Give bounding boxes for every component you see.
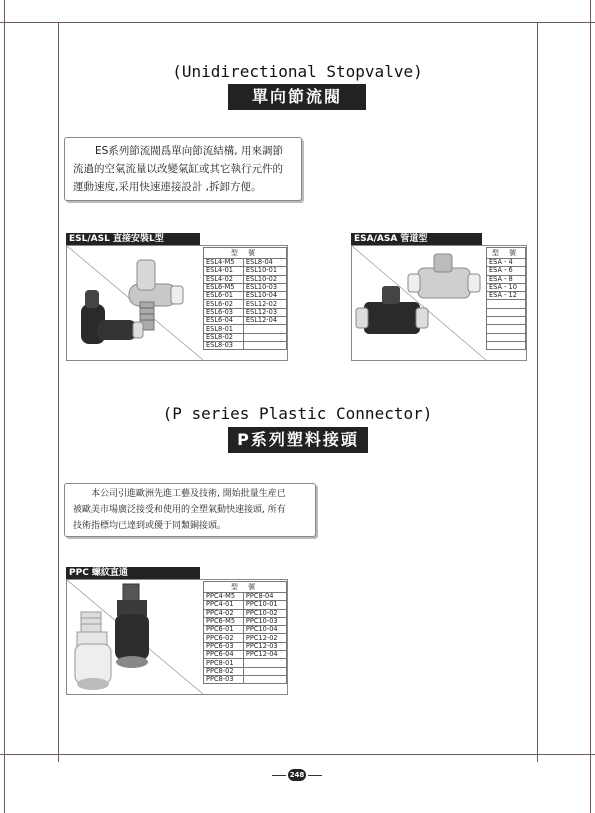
intro-description bbox=[64, 137, 302, 201]
p-series-line: 技術指標均已達到或優于同類銅接頭。 bbox=[73, 521, 227, 531]
esa-section-label: ESA/ASA 管道型 bbox=[351, 233, 482, 245]
model-cell: ESL12-02 bbox=[243, 300, 286, 308]
model-cell bbox=[487, 325, 526, 333]
bottom-border-line bbox=[0, 754, 595, 755]
top-border-line bbox=[0, 22, 595, 23]
model-cell: ESL6-01 bbox=[204, 292, 244, 300]
table-header: 型 號 bbox=[204, 582, 287, 593]
model-cell: ESL8-03 bbox=[204, 341, 244, 349]
model-cell: PPC8-03 bbox=[204, 675, 244, 683]
model-cell: PPC6-02 bbox=[204, 634, 244, 642]
model-cell: ESL10-01 bbox=[243, 267, 286, 275]
table-row bbox=[204, 292, 287, 300]
model-cell: ESL6-03 bbox=[204, 308, 244, 316]
model-cell: ESL8-04 bbox=[243, 259, 286, 267]
p-series-line: 被歐美市場廣泛接受和使用的全塑氣動快速接頭, 所有 bbox=[73, 505, 286, 515]
model-cell: PPC6-03 bbox=[204, 642, 244, 650]
intro-line: 運動速度,采用快速連接設計 ,拆卸方便。 bbox=[73, 181, 262, 193]
esa-panel bbox=[351, 245, 527, 361]
table-row bbox=[204, 659, 287, 667]
esl-model-table bbox=[203, 247, 287, 350]
section-title-en: (Unidirectional Stopvalve) bbox=[172, 62, 423, 81]
esl-product-image bbox=[67, 246, 203, 360]
model-cell: ESL4-M5 bbox=[204, 259, 244, 267]
model-cell: PPC10-04 bbox=[243, 626, 286, 634]
table-row bbox=[487, 267, 526, 275]
model-cell: PPC6-04 bbox=[204, 651, 244, 659]
table-row bbox=[487, 308, 526, 316]
model-cell bbox=[243, 675, 286, 683]
table-row bbox=[204, 675, 287, 683]
right-border-line bbox=[537, 22, 538, 762]
model-cell: PPC12-03 bbox=[243, 642, 286, 650]
model-cell bbox=[487, 333, 526, 341]
model-cell: PPC4-01 bbox=[204, 601, 244, 609]
model-cell bbox=[243, 659, 286, 667]
model-cell: ESL6-M5 bbox=[204, 283, 244, 291]
intro-line: 流過的空氣流量以改變氣缸或其它執行元件的 bbox=[73, 163, 283, 175]
model-cell bbox=[487, 300, 526, 308]
model-cell: ESA - 4 bbox=[487, 259, 526, 267]
p-series-title-zh: P系列塑料接頭 bbox=[228, 427, 368, 453]
table-header: 型 號 bbox=[204, 248, 287, 259]
model-cell: PPC10-03 bbox=[243, 617, 286, 625]
section-title-zh: 單向節流閥 bbox=[228, 84, 366, 110]
footer-line-left bbox=[272, 775, 286, 776]
ppc-section-label: PPC 螺紋直通 bbox=[66, 567, 200, 579]
table-row bbox=[487, 300, 526, 308]
model-cell: PPC8-02 bbox=[204, 667, 244, 675]
model-cell bbox=[243, 667, 286, 675]
table-row bbox=[204, 267, 287, 275]
table-row bbox=[487, 317, 526, 325]
model-cell: PPC10-02 bbox=[243, 609, 286, 617]
table-row bbox=[204, 626, 287, 634]
table-row bbox=[204, 317, 287, 325]
model-cell: ESL8-01 bbox=[204, 325, 244, 333]
model-cell: ESL10-04 bbox=[243, 292, 286, 300]
model-cell: PPC12-02 bbox=[243, 634, 286, 642]
ppc-panel bbox=[66, 579, 288, 695]
p-series-description bbox=[64, 483, 316, 537]
ppc-product-image bbox=[67, 580, 203, 694]
model-cell: PPC12-04 bbox=[243, 651, 286, 659]
model-cell: ESL10-03 bbox=[243, 283, 286, 291]
model-cell bbox=[243, 333, 286, 341]
model-cell: ESL12-04 bbox=[243, 317, 286, 325]
model-cell bbox=[487, 341, 526, 349]
model-cell: ESL10-02 bbox=[243, 275, 286, 283]
table-row bbox=[204, 325, 287, 333]
esa-model-table bbox=[486, 247, 526, 350]
model-cell: ESA - 6 bbox=[487, 267, 526, 275]
model-cell: ESL4-01 bbox=[204, 267, 244, 275]
model-cell: ESL4-02 bbox=[204, 275, 244, 283]
model-cell: ESA - 10 bbox=[487, 283, 526, 291]
model-cell: ESA - 8 bbox=[487, 275, 526, 283]
model-cell: PPC6-01 bbox=[204, 626, 244, 634]
footer-line-right bbox=[308, 775, 322, 776]
table-row bbox=[487, 341, 526, 349]
model-cell: ESL12-03 bbox=[243, 308, 286, 316]
table-row bbox=[487, 333, 526, 341]
model-cell: ESL6-02 bbox=[204, 300, 244, 308]
p-series-line: 本公司引進歐洲先進工藝及技術, 開始批量生産已 bbox=[91, 489, 286, 499]
esl-panel bbox=[66, 245, 288, 361]
page-number: 248 bbox=[289, 771, 305, 779]
table-row bbox=[204, 651, 287, 659]
model-cell: PPC10-01 bbox=[243, 601, 286, 609]
model-cell: ESA - 12 bbox=[487, 292, 526, 300]
model-cell: ESL6-04 bbox=[204, 317, 244, 325]
model-cell bbox=[487, 308, 526, 316]
model-cell: ESL8-02 bbox=[204, 333, 244, 341]
table-row bbox=[204, 341, 287, 349]
table-header: 型 號 bbox=[487, 248, 526, 259]
esa-product-image bbox=[352, 246, 486, 360]
model-cell bbox=[487, 317, 526, 325]
left-border-line bbox=[58, 22, 59, 762]
model-cell bbox=[243, 325, 286, 333]
model-cell bbox=[243, 341, 286, 349]
table-row bbox=[487, 325, 526, 333]
p-series-title-en: (P series Plastic Connector) bbox=[162, 404, 433, 423]
esl-section-label: ESL/ASL 直接安裝L型 bbox=[66, 233, 200, 245]
table-row bbox=[204, 601, 287, 609]
model-cell: PPC8-04 bbox=[243, 593, 286, 601]
model-cell: PPC6-M5 bbox=[204, 617, 244, 625]
ppc-model-table bbox=[203, 581, 287, 684]
intro-line: ES系列節流閥爲單向節流結構, 用來調節 bbox=[95, 145, 283, 157]
model-cell: PPC8-01 bbox=[204, 659, 244, 667]
table-row bbox=[487, 292, 526, 300]
model-cell: PPC4-02 bbox=[204, 609, 244, 617]
model-cell: PPC4-M5 bbox=[204, 593, 244, 601]
